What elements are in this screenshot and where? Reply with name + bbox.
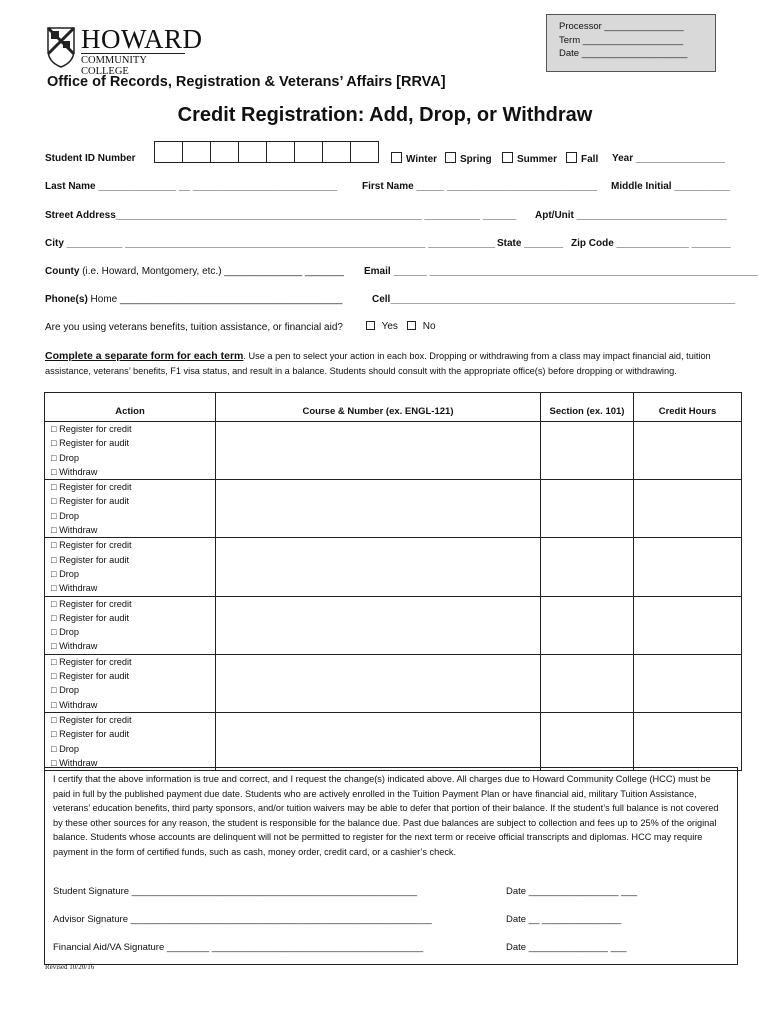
- header-credit-hours: Credit Hours: [634, 393, 742, 422]
- course-cell[interactable]: [216, 480, 541, 538]
- credit-hours-cell[interactable]: [634, 596, 742, 654]
- action-cell: [45, 596, 216, 654]
- college-logo: [46, 24, 203, 77]
- checkbox-icon[interactable]: □: [51, 554, 60, 565]
- action-option[interactable]: [51, 713, 215, 727]
- action-cell: [45, 538, 216, 596]
- checkbox-icon[interactable]: □: [51, 568, 60, 579]
- checkbox-icon[interactable]: □: [51, 685, 60, 696]
- processor-line: Processor _______________: [559, 21, 684, 32]
- course-cell[interactable]: [216, 596, 541, 654]
- checkbox-icon[interactable]: □: [51, 482, 60, 493]
- action-option[interactable]: [51, 494, 215, 508]
- table-row: [45, 596, 742, 654]
- checkbox-icon[interactable]: □: [51, 612, 60, 623]
- action-option[interactable]: [51, 567, 215, 581]
- table-row: [45, 538, 742, 596]
- action-option-label: Withdraw: [59, 699, 98, 710]
- county-field[interactable]: County (i.e. Howard, Montgomery, etc.) ______________ _______: [45, 266, 344, 277]
- course-cell[interactable]: [216, 538, 541, 596]
- action-option[interactable]: [51, 669, 215, 683]
- checkbox-icon[interactable]: □: [51, 757, 60, 768]
- checkbox-icon[interactable]: [407, 321, 416, 330]
- term-line: Term ___________________: [559, 34, 684, 46]
- financial-aid-signature-date[interactable]: Date _______________ ___: [506, 942, 627, 953]
- table-row: [45, 422, 742, 480]
- first-name-field[interactable]: First Name _____ ___________________________: [362, 181, 598, 192]
- action-cell: [45, 712, 216, 770]
- course-cell[interactable]: [216, 422, 541, 480]
- action-option[interactable]: [51, 611, 215, 625]
- action-option-label: Withdraw: [59, 525, 98, 536]
- action-option-label: Withdraw: [59, 466, 98, 477]
- checkbox-icon[interactable]: [445, 152, 456, 163]
- action-option-label: Withdraw: [59, 583, 98, 594]
- action-option-label: Register for credit: [59, 424, 132, 434]
- student-id-digit-box[interactable]: [238, 141, 267, 163]
- street-address-field[interactable]: Street Address_______________________________________________________ __________ ______: [45, 210, 517, 221]
- term-option-fall[interactable]: Fall: [566, 152, 598, 165]
- action-cell: [45, 422, 216, 480]
- processor-box: [546, 14, 716, 72]
- action-option-label: Drop: [59, 743, 80, 754]
- zip-code-field[interactable]: Zip Code _____________ _______: [571, 238, 731, 249]
- course-cell[interactable]: [216, 712, 541, 770]
- action-option-label: Register for credit: [59, 714, 132, 725]
- state-field[interactable]: State _______: [497, 238, 564, 249]
- year-field[interactable]: Year ________________: [612, 153, 725, 164]
- action-option-label: Drop: [59, 627, 80, 638]
- action-option-label: Register for audit: [59, 671, 130, 682]
- action-option[interactable]: [51, 422, 215, 436]
- checkbox-icon[interactable]: [366, 321, 375, 330]
- checkbox-icon[interactable]: [502, 152, 513, 163]
- action-cell: [45, 654, 216, 712]
- apt-unit-field[interactable]: Apt/Unit ___________________________: [535, 210, 727, 221]
- section-cell[interactable]: [541, 654, 634, 712]
- shield-icon: [46, 26, 76, 68]
- action-option[interactable]: [51, 655, 215, 669]
- action-option-label: Register for audit: [59, 554, 130, 565]
- phone-home-field[interactable]: Phone(s) Home ________________________________________: [45, 294, 343, 305]
- action-option-label: Register for audit: [59, 729, 130, 740]
- action-option[interactable]: [51, 465, 215, 479]
- action-option[interactable]: [51, 625, 215, 639]
- table-row: [45, 654, 742, 712]
- section-cell[interactable]: [541, 596, 634, 654]
- action-option[interactable]: [51, 553, 215, 567]
- action-option[interactable]: [51, 451, 215, 465]
- checkbox-icon[interactable]: □: [51, 743, 60, 754]
- checkbox-icon[interactable]: □: [51, 729, 60, 740]
- checkbox-icon[interactable]: □: [51, 466, 60, 477]
- checkbox-icon[interactable]: □: [51, 627, 60, 638]
- section-cell[interactable]: [541, 422, 634, 480]
- action-option-label: Withdraw: [59, 641, 98, 652]
- date-line: Date ____________________: [559, 48, 688, 59]
- advisor-signature-date[interactable]: Date __ _______________: [506, 914, 622, 925]
- middle-initial-field[interactable]: Middle Initial __________: [611, 181, 730, 192]
- benefits-no-option[interactable]: No: [407, 321, 436, 332]
- action-option-label: Register for credit: [59, 598, 132, 609]
- advisor-signature-line[interactable]: Advisor Signature _________________________________________________________: [53, 914, 432, 925]
- student-id-digit-box[interactable]: [350, 141, 379, 163]
- certification-text: I certify that the above information is true and correct, and I request the change(s) indicated above. All charges due to Howard Community College (HCC) must be paid in full by the published payment due date. Students who are actively enrolled in the Tuition Payment Plan or have financial aid, military Tuition Assistance, veterans’ education benefits, third party sponsors, and/or tuition waivers may be able to defer that portion of their balance. If the student’s full balance is not covered by these other sources for any reason, the student is responsible for the balance due. Past due balances are subject to collection and fees up to 25% of the original balance. Students whose accounts are delinquent will not be permitted to register for the next term or receive official transcripts and diplomas. HCC may require payment in the form of certified funds, such as cash, money order, credit card, or a cashier’s check.: [53, 774, 719, 857]
- student-id-digit-box[interactable]: [266, 141, 295, 163]
- logo-name: HOWARD: [81, 24, 203, 54]
- checkbox-icon[interactable]: □: [51, 699, 60, 710]
- checkbox-icon[interactable]: □: [51, 583, 60, 594]
- section-cell[interactable]: [541, 712, 634, 770]
- checkbox-icon[interactable]: □: [51, 424, 60, 434]
- action-option[interactable]: [51, 480, 215, 494]
- logo-sub: COMMUNITY COLLEGE: [81, 55, 147, 77]
- action-option[interactable]: [51, 523, 215, 537]
- cell-field[interactable]: Cell______________________________________________________________: [372, 294, 736, 305]
- course-table: [44, 392, 742, 771]
- action-option-label: Drop: [59, 568, 80, 579]
- action-option-label: Withdraw: [59, 757, 98, 768]
- action-option[interactable]: [51, 509, 215, 523]
- benefits-question: Are you using veterans benefits, tuition assistance, or financial aid?: [45, 322, 343, 333]
- credit-hours-cell[interactable]: [634, 712, 742, 770]
- checkbox-icon[interactable]: [566, 152, 577, 163]
- table-row: [45, 480, 742, 538]
- action-option-label: Register for audit: [59, 438, 130, 449]
- action-option[interactable]: [51, 683, 215, 697]
- section-cell[interactable]: [541, 480, 634, 538]
- credit-hours-cell[interactable]: [634, 654, 742, 712]
- instruction-note: Complete a separate form for each term. Use a pen to select your action in each box. Dropping or withdrawing from a class may impact financial aid, tuition assistance, veterans’ benefits, F1 visa status, and result in a balance. Students should consult with the appropriate office(s) before dropping or withdrawing.: [45, 350, 711, 376]
- certification-box: [44, 767, 738, 965]
- checkbox-icon[interactable]: □: [51, 540, 60, 551]
- checkbox-icon[interactable]: □: [51, 656, 60, 667]
- checkbox-icon[interactable]: □: [51, 438, 60, 449]
- city-field[interactable]: City __________ ______________________________________________________ ____________: [45, 238, 495, 249]
- section-cell[interactable]: [541, 538, 634, 596]
- financial-aid-signature-line[interactable]: Financial Aid/VA Signature ________ ________________________________________: [53, 942, 424, 953]
- action-option[interactable]: [51, 639, 215, 653]
- credit-hours-cell[interactable]: [634, 422, 742, 480]
- table-header-row: [45, 393, 742, 422]
- action-option[interactable]: [51, 436, 215, 450]
- checkbox-icon[interactable]: [391, 152, 402, 163]
- student-id-digit-box[interactable]: [182, 141, 211, 163]
- checkbox-icon[interactable]: □: [51, 671, 60, 682]
- action-option-label: Drop: [59, 510, 80, 521]
- action-option-label: Register for credit: [59, 482, 132, 493]
- checkbox-icon[interactable]: □: [51, 452, 60, 463]
- action-option[interactable]: [51, 727, 215, 741]
- table-row: [45, 712, 742, 770]
- action-option-label: Drop: [59, 685, 80, 696]
- header-section: Section (ex. 101): [541, 393, 634, 422]
- checkbox-icon[interactable]: □: [51, 525, 60, 536]
- action-option[interactable]: [51, 698, 215, 712]
- student-signature-line[interactable]: Student Signature ______________________________________________________: [53, 886, 418, 897]
- action-option[interactable]: [51, 742, 215, 756]
- action-option[interactable]: [51, 597, 215, 611]
- student-id-digit-box[interactable]: [154, 141, 183, 163]
- action-cell: [45, 480, 216, 538]
- action-option-label: Register for credit: [59, 656, 132, 667]
- student-signature-date[interactable]: Date _________________ ___: [506, 886, 638, 897]
- checkbox-icon[interactable]: □: [51, 641, 60, 652]
- action-option-label: Drop: [59, 452, 80, 463]
- header-course: Course & Number (ex. ENGL-121): [216, 393, 541, 422]
- student-id-label: Student ID Number: [45, 153, 136, 164]
- action-option[interactable]: [51, 538, 215, 552]
- checkbox-icon[interactable]: □: [51, 496, 60, 507]
- credit-hours-cell[interactable]: [634, 480, 742, 538]
- action-option-label: Register for audit: [59, 496, 130, 507]
- action-option-label: Register for credit: [59, 540, 132, 551]
- header-action: Action: [45, 393, 216, 422]
- checkbox-icon[interactable]: □: [51, 598, 60, 609]
- benefits-yes-option[interactable]: Yes: [366, 321, 398, 332]
- term-option-spring[interactable]: Spring: [445, 152, 492, 165]
- student-id-digit-box[interactable]: [210, 141, 239, 163]
- revised-date: Revised 10/20/16: [45, 963, 95, 971]
- course-cell[interactable]: [216, 654, 541, 712]
- term-option-winter[interactable]: Winter: [391, 152, 437, 165]
- email-field[interactable]: Email ______ ___________________________________________________________: [364, 266, 758, 277]
- term-option-summer[interactable]: Summer: [502, 152, 557, 165]
- page-title: Credit Registration: Add, Drop, or Withdraw: [177, 104, 593, 126]
- office-heading: Office of Records, Registration & Veterans’ Affairs [RRVA]: [47, 74, 446, 90]
- student-id-digit-box[interactable]: [294, 141, 323, 163]
- last-name-field[interactable]: Last Name ______________ __ __________________________: [45, 181, 338, 192]
- checkbox-icon[interactable]: □: [51, 714, 60, 725]
- student-id-digit-box[interactable]: [322, 141, 351, 163]
- checkbox-icon[interactable]: □: [51, 510, 60, 521]
- action-option[interactable]: [51, 581, 215, 595]
- credit-hours-cell[interactable]: [634, 538, 742, 596]
- action-option-label: Register for audit: [59, 612, 130, 623]
